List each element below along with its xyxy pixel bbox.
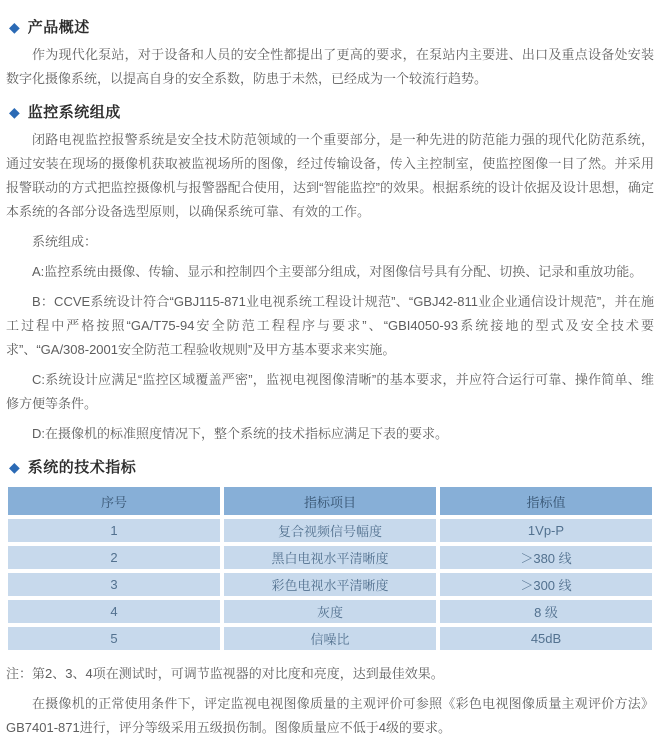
table-row <box>8 573 652 596</box>
cell-index: 3 <box>8 573 220 596</box>
table-row <box>8 600 652 623</box>
notes-block <box>4 662 656 740</box>
cell-index: 4 <box>8 600 220 623</box>
closing-paragraph: 在摄像机的正常使用条件下，评定监视电视图像质量的主观评价可参照《彩色电视图像质量主观评价方法》GB7401-871进行，评分等级采用五级损伤制。图像质量应不低于4级的要求。 <box>6 696 654 735</box>
composition-subtitle: 系统组成： <box>32 234 98 249</box>
table-note: 注：第2、3、4项在测试时，可调节监视器的对比度和亮度，达到最佳效果。 <box>6 666 444 681</box>
spec-table <box>4 483 656 654</box>
cell-value: ＞380 线 <box>440 546 652 569</box>
cell-value: 1Vp-P <box>440 519 652 542</box>
composition-heading: 监控系统组成 <box>27 104 121 121</box>
cell-index: 2 <box>8 546 220 569</box>
section-heading-composition <box>4 101 656 122</box>
specs-heading: 系统的技术指标 <box>27 459 137 476</box>
cell-index: 5 <box>8 627 220 650</box>
cell-index: 1 <box>8 519 220 542</box>
cell-value: 8 级 <box>440 600 652 623</box>
overview-paragraph: 作为现代化泵站，对于设备和人员的安全性都提出了更高的要求，在泵站内主要进、出口及重点设备处安装数字化摄像系统，以提高自身的安全系数，防患于未然，已经成为一个较流行趋势。 <box>6 47 654 86</box>
section-heading-specs <box>4 456 656 477</box>
table-row <box>8 627 652 650</box>
table-row <box>8 546 652 569</box>
cell-item: 黑白电视水平清晰度 <box>224 546 436 569</box>
column-header-value: 指标值 <box>440 487 652 515</box>
composition-item-a: A:监控系统由摄像、传输、显示和控制四个主要部分组成，对图像信号具有分配、切换、记录和重放功能。 <box>32 264 643 279</box>
cell-item: 彩色电视水平清晰度 <box>224 573 436 596</box>
composition-item-d: D:在摄像机的标准照度情况下，整个系统的技术指标应满足下表的要求。 <box>32 426 449 441</box>
table-row <box>8 519 652 542</box>
diamond-bullet-icon: ◆ <box>9 18 20 35</box>
section-heading-overview <box>4 16 656 37</box>
composition-item-c: C:系统设计应满足“监控区域覆盖严密”，监视电视图像清晰”的基本要求，并应符合运行可靠、操作简单、维修方便等条件。 <box>6 372 654 411</box>
cell-value: ＞300 线 <box>440 573 652 596</box>
column-header-index: 序号 <box>8 487 220 515</box>
cell-item: 复合视频信号幅度 <box>224 519 436 542</box>
cell-item: 信噪比 <box>224 627 436 650</box>
cell-item: 灰度 <box>224 600 436 623</box>
diamond-bullet-icon: ◆ <box>9 103 20 120</box>
composition-intro-paragraph: 闭路电视监控报警系统是安全技术防范领域的一个重要部分，是一种先进的防范能力强的现代化防范系统，通过安装在现场的摄像机获取被监视场所的图像，经过传输设备，传入主控制室，使监控图像一目了然。并采用报警联动的方式把监控摄像机与报警器配合使用，达到“智能监控”的效果。根据系统的设计依据及设计思想，确定本系统的各部分设备选型原则，以确保系统可靠、有效的工作。 <box>6 132 654 219</box>
column-header-item: 指标项目 <box>224 487 436 515</box>
table-header-row <box>8 487 652 515</box>
diamond-bullet-icon: ◆ <box>9 458 20 475</box>
cell-value: 45dB <box>440 627 652 650</box>
overview-heading: 产品概述 <box>27 19 90 36</box>
composition-item-b: B：CCVE系统设计符合“GBJ115-871业电视系统工程设计规范”、“GBJ42-811业企业通信设计规范”，并在施工过程中严格按照“GA/T75-94安全防范工程程序与要求”、“GBI4050-93系统接地的型式及安全技术要求”、“GA/308-2001安全防范工程验收规则”及甲方基本要求来实施。 <box>6 294 654 357</box>
